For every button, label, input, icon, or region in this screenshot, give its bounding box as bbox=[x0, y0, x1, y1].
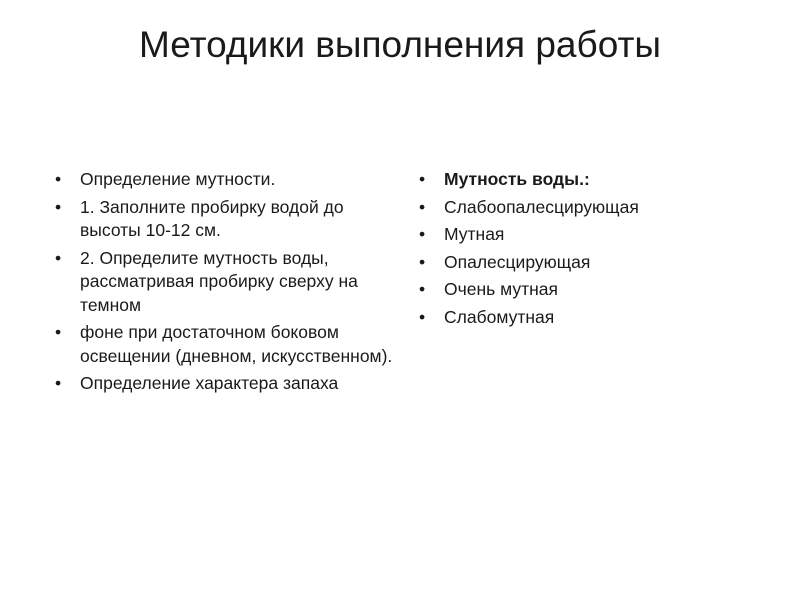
bullet-icon: • bbox=[419, 196, 426, 217]
list-item bbox=[55, 168, 395, 192]
list-item bbox=[55, 196, 395, 243]
slide-title: Методики выполнения работы bbox=[139, 24, 661, 65]
bullet-icon: • bbox=[55, 373, 62, 393]
list-item-text: Мутная bbox=[444, 224, 505, 244]
list-item-text: Определение мутности. bbox=[80, 169, 276, 189]
bullet-icon: • bbox=[419, 169, 426, 189]
bullet-icon: • bbox=[419, 224, 426, 244]
list-item bbox=[419, 196, 759, 220]
list-item-text: Опалесцирующая bbox=[444, 251, 591, 272]
list-item bbox=[55, 321, 395, 368]
bullet-icon: • bbox=[55, 169, 62, 189]
bullet-icon: • bbox=[55, 247, 62, 268]
list-item bbox=[419, 223, 759, 247]
list-item-text: 1. Заполните пробирку водой до высоты 10-12 см. bbox=[80, 196, 344, 240]
bullet-icon: • bbox=[55, 196, 62, 217]
right-bullet-list bbox=[419, 168, 759, 333]
list-item-text: Слабоопалесцирующая bbox=[444, 196, 639, 217]
bullet-icon: • bbox=[55, 322, 62, 342]
list-heading bbox=[419, 168, 759, 192]
list-item bbox=[419, 278, 759, 302]
list-item bbox=[55, 247, 395, 318]
list-item-text: Слабомутная bbox=[444, 306, 555, 327]
bullet-icon: • bbox=[419, 279, 426, 299]
list-item-text: Определение характера запаха bbox=[80, 373, 339, 393]
left-bullet-list bbox=[55, 168, 395, 400]
bullet-icon: • bbox=[419, 251, 426, 272]
list-item bbox=[55, 372, 395, 396]
list-item bbox=[419, 251, 759, 275]
list-item-text: Очень мутная bbox=[444, 279, 558, 299]
bullet-icon: • bbox=[419, 306, 426, 327]
list-item-text: 2. Определите мутность воды, рассматривая пробирку сверху на темном bbox=[80, 247, 358, 315]
list-heading-text: Мутность воды.: bbox=[444, 169, 590, 189]
list-item bbox=[419, 306, 759, 330]
list-item-text: фоне при достаточном боковом освещении (дневном, искусственном). bbox=[80, 322, 393, 366]
